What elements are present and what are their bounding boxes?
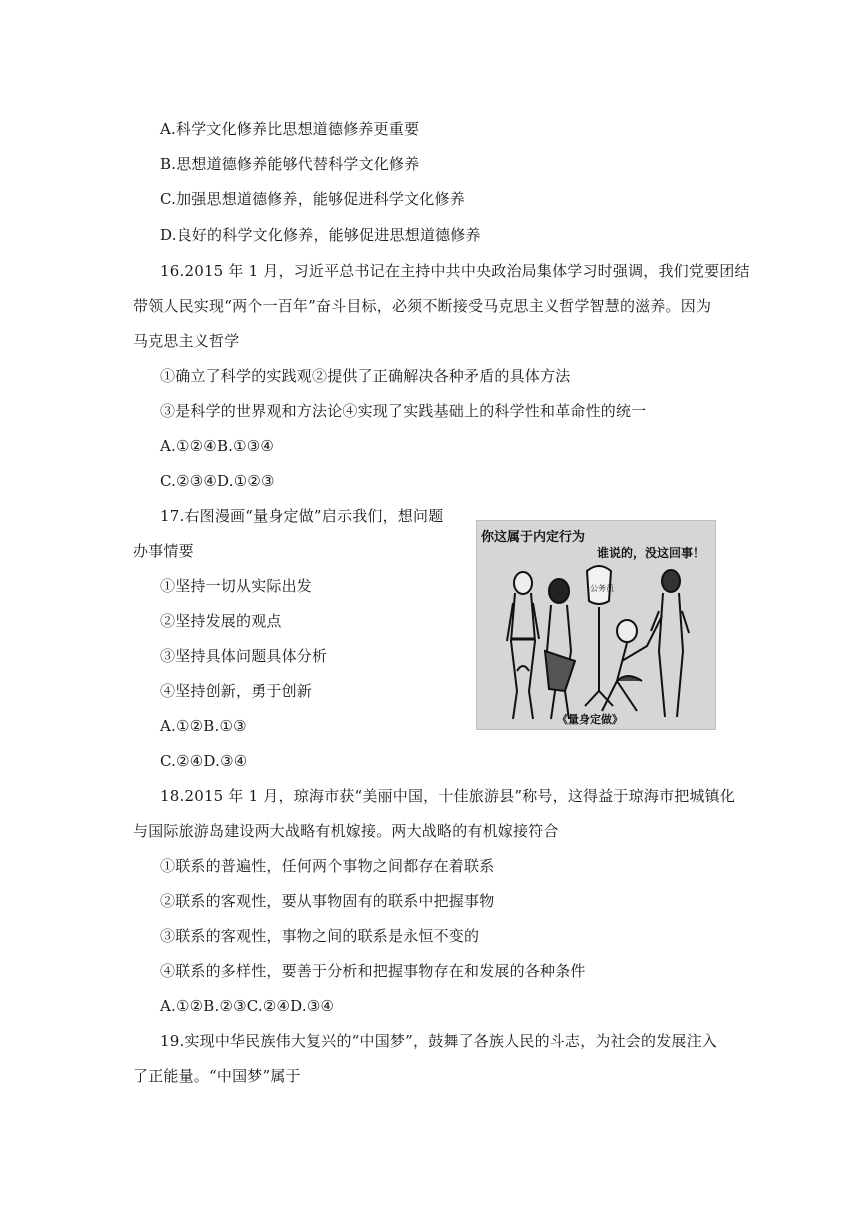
cartoon-caption: 《量身定做》 (557, 713, 623, 726)
q18-options: A.①②B.②③C.②④D.③④ (160, 997, 335, 1015)
q18-statement-3: ③联系的客观性，事物之间的联系是永恒不变的 (160, 927, 480, 945)
q17-options-cd: C.②④D.③④ (160, 752, 248, 770)
q17-statement-1: ①坚持一切从实际出发 (160, 577, 313, 595)
q16-statements-1: ①确立了科学的实践观②提供了正确解决各种矛盾的具体方法 (160, 367, 571, 385)
cartoon-speech-left: 你这属于内定行为 (481, 530, 586, 545)
q17-statement-3: ③坚持具体问题具体分析 (160, 647, 328, 665)
cartoon-drawing (477, 521, 715, 729)
q18-stem-line-2: 与国际旅游岛建设两大战略有机嫁接。两大战略的有机嫁接符合 (133, 822, 559, 840)
q18-statement-4: ④联系的多样性，要善于分析和把握事物存在和发展的各种条件 (160, 962, 586, 980)
q18-stem-line-1: 18.2015 年 1 月，琼海市获“美丽中国，十佳旅游县”称号，这得益于琼海市把城镇化 (160, 787, 736, 805)
q18-statement-1: ①联系的普遍性，任何两个事物之间都存在着联系 (160, 857, 495, 875)
q17-stem-line-1: 17.右图漫画“量身定做”启示我们，想问题 (160, 507, 444, 525)
q16-options-ab: A.①②④B.①③④ (160, 437, 275, 455)
q17-statement-2: ②坚持发展的观点 (160, 612, 282, 630)
q16-stem-line-1: 16.2015 年 1 月，习近平总书记在主持中共中央政治局集体学习时强调，我们党要团结 (160, 262, 750, 280)
q16-statements-2: ③是科学的世界观和方法论④实现了实践基础上的科学性和革命性的统一 (160, 402, 647, 420)
cartoon-speech-right: 谁说的，没这回事！ (597, 546, 706, 560)
q16-stem-line-3: 马克思主义哲学 (133, 332, 240, 350)
mannequin-tag: 公务员 (590, 584, 614, 593)
q17-stem-line-2: 办事情要 (133, 542, 194, 560)
cartoon-image (476, 520, 716, 730)
q15-option-b: B.思想道德修养能够代替科学文化修养 (160, 155, 420, 173)
q17-options-ab: A.①②B.①③ (160, 717, 247, 735)
q16-stem-line-2: 带领人民实现“两个一百年”奋斗目标，必须不断接受马克思主义哲学智慧的滋养。因为 (133, 297, 712, 315)
q15-option-c: C.加强思想道德修养，能够促进科学文化修养 (160, 190, 465, 208)
q16-options-cd: C.②③④D.①②③ (160, 472, 275, 490)
q17-statement-4: ④坚持创新，勇于创新 (160, 682, 313, 700)
q18-statement-2: ②联系的客观性，要从事物固有的联系中把握事物 (160, 892, 495, 910)
q19-stem-line-1: 19.实现中华民族伟大复兴的“中国梦”，鼓舞了各族人民的斗志，为社会的发展注入 (160, 1032, 717, 1050)
q15-option-a: A.科学文化修养比思想道德修养更重要 (160, 120, 420, 138)
q15-option-d: D.良好的科学文化修养，能够促进思想道德修养 (160, 226, 481, 244)
q19-stem-line-2: 了正能量。“中国梦”属于 (133, 1067, 301, 1085)
